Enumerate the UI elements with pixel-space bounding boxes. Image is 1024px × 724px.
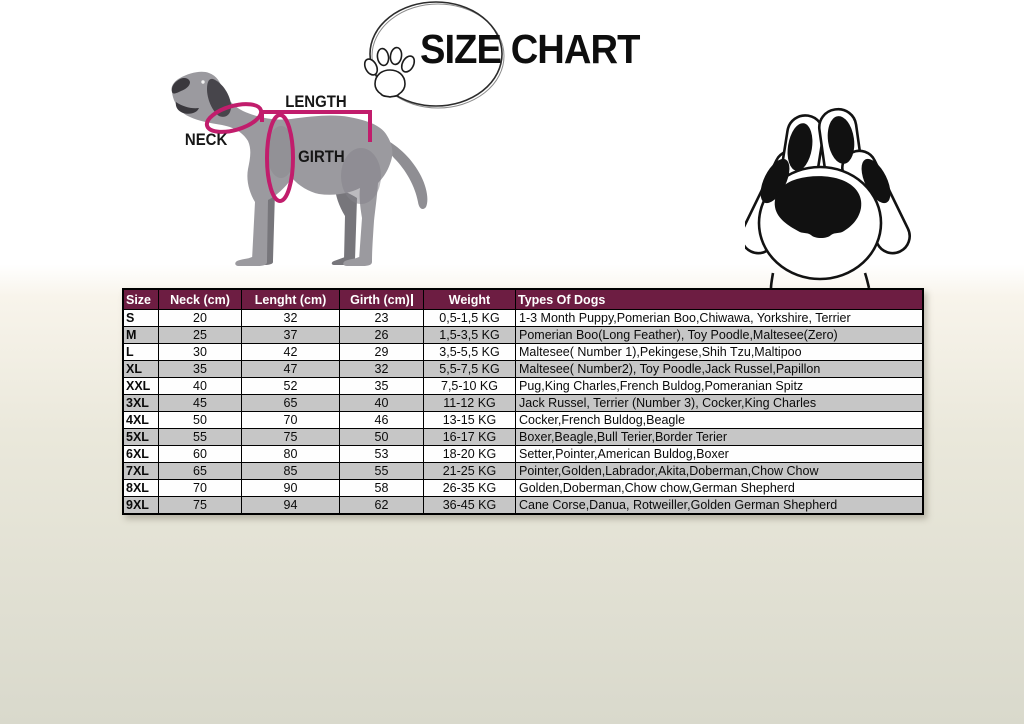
table-row [123,480,923,497]
cell-length: 37 [242,327,340,344]
cell-neck: 35 [159,361,242,378]
cell-types: 1-3 Month Puppy,Pomerian Boo,Chiwawa, Yorkshire, Terrier [516,310,924,327]
table-row [123,463,923,480]
cell-length: 80 [242,446,340,463]
cell-neck: 75 [159,497,242,515]
cell-length: 94 [242,497,340,515]
cell-weight: 36-45 KG [424,497,516,515]
table-row [123,429,923,446]
text-cursor [411,294,413,306]
cell-length: 32 [242,310,340,327]
header-weight: Weight [424,289,516,310]
cell-size: 6XL [123,446,159,463]
cell-weight: 21-25 KG [424,463,516,480]
cell-types: Golden,Doberman,Chow chow,German Shepherd [516,480,924,497]
cell-girth: 58 [340,480,424,497]
cell-neck: 60 [159,446,242,463]
cell-length: 75 [242,429,340,446]
cell-size: 3XL [123,395,159,412]
page-title: SIZE CHART [420,26,640,72]
table-row [123,378,923,395]
table-row [123,446,923,463]
cell-neck: 40 [159,378,242,395]
cell-types: Pomerian Boo(Long Feather), Toy Poodle,Maltesee(Zero) [516,327,924,344]
cell-length: 52 [242,378,340,395]
neck-label: NECK [184,130,228,149]
table-header [123,289,923,310]
cell-girth: 53 [340,446,424,463]
cell-types: Cane Corse,Danua, Rotweiller,Golden German Shepherd [516,497,924,515]
cell-types: Pointer,Golden,Labrador,Akita,Doberman,Chow Chow [516,463,924,480]
length-label: LENGTH [285,92,347,111]
cell-girth: 40 [340,395,424,412]
cell-size: M [123,327,159,344]
cell-neck: 70 [159,480,242,497]
cell-weight: 16-17 KG [424,429,516,446]
cell-girth: 55 [340,463,424,480]
cell-girth: 29 [340,344,424,361]
cell-weight: 5,5-7,5 KG [424,361,516,378]
cell-girth: 26 [340,327,424,344]
cell-neck: 65 [159,463,242,480]
table-row [123,344,923,361]
cell-girth: 62 [340,497,424,515]
cell-size: 7XL [123,463,159,480]
size-table-body [123,310,923,515]
cell-weight: 7,5-10 KG [424,378,516,395]
cell-size: 9XL [123,497,159,515]
cell-girth: 23 [340,310,424,327]
cell-neck: 50 [159,412,242,429]
cell-length: 85 [242,463,340,480]
cell-types: Jack Russel, Terrier (Number 3), Cocker,King Charles [516,395,924,412]
cell-size: S [123,310,159,327]
table-row [123,310,923,327]
cell-length: 42 [242,344,340,361]
cell-weight: 1,5-3,5 KG [424,327,516,344]
cell-neck: 30 [159,344,242,361]
cell-weight: 11-12 KG [424,395,516,412]
cell-girth: 50 [340,429,424,446]
cell-size: 5XL [123,429,159,446]
girth-label: GIRTH [298,147,345,166]
cell-neck: 25 [159,327,242,344]
cell-girth: 32 [340,361,424,378]
cell-types: Maltesee( Number 1),Pekingese,Shih Tzu,Maltipoo [516,344,924,361]
header-girth: Girth (cm) [340,289,424,310]
cell-weight: 26-35 KG [424,480,516,497]
cell-types: Boxer,Beagle,Bull Terier,Border Terier [516,429,924,446]
cell-length: 90 [242,480,340,497]
table-row [123,361,923,378]
cell-weight: 3,5-5,5 KG [424,344,516,361]
cell-neck: 55 [159,429,242,446]
table-row [123,497,923,515]
cell-types: Pug,King Charles,French Buldog,Pomeranian Spitz [516,378,924,395]
dog-eye [201,80,204,83]
header-types: Types Of Dogs [516,289,924,310]
cell-types: Cocker,French Buldog,Beagle [516,412,924,429]
cell-size: 8XL [123,480,159,497]
cell-girth: 35 [340,378,424,395]
header-length: Lenght (cm) [242,289,340,310]
table-row [123,327,923,344]
cell-length: 70 [242,412,340,429]
cell-girth: 46 [340,412,424,429]
size-chart-table [122,288,924,515]
cell-size: XXL [123,378,159,395]
paw-print-icon [745,95,925,290]
cell-neck: 45 [159,395,242,412]
cell-length: 47 [242,361,340,378]
cell-types: Maltesee( Number2), Toy Poodle,Jack Russel,Papillon [516,361,924,378]
cell-length: 65 [242,395,340,412]
cell-weight: 0,5-1,5 KG [424,310,516,327]
cell-neck: 20 [159,310,242,327]
cell-weight: 18-20 KG [424,446,516,463]
cell-size: L [123,344,159,361]
cell-size: XL [123,361,159,378]
cell-size: 4XL [123,412,159,429]
header-size: Size [123,289,159,310]
table-row [123,395,923,412]
cell-types: Setter,Pointer,American Buldog,Boxer [516,446,924,463]
header-neck: Neck (cm) [159,289,242,310]
cell-weight: 13-15 KG [424,412,516,429]
table-row [123,412,923,429]
